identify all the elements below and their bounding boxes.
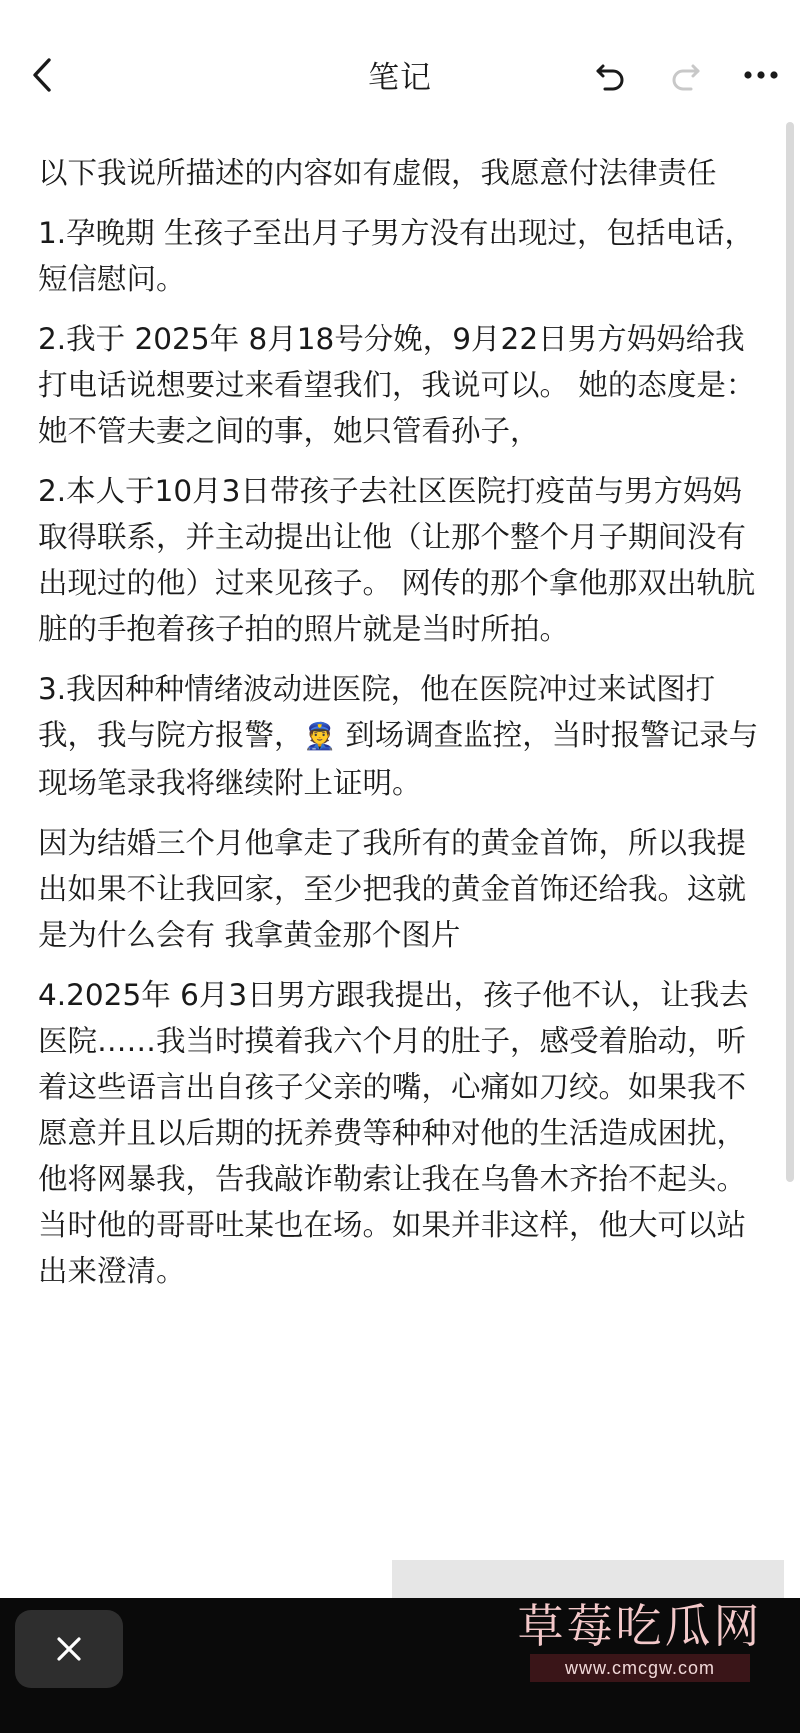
note-paragraph: 1.孕晚期 生孩子至出月子男方没有出现过，包括电话，短信慰问。 [38, 216, 755, 296]
scrollbar[interactable] [786, 122, 794, 1182]
redo-icon [668, 58, 702, 92]
page-title: 笔记 [368, 60, 432, 96]
watermark-brand: 草莓吃瓜网 [517, 1599, 763, 1653]
redo-button[interactable] [662, 52, 708, 98]
undo-button[interactable] [588, 52, 634, 98]
close-button[interactable] [15, 1610, 123, 1688]
close-icon [55, 1635, 83, 1663]
note-paragraph: 以下我说所描述的内容如有虚假，我愿意付法律责任 [38, 156, 717, 190]
note-paragraph: 2.本人于10月3日带孩子去社区医院打疫苗与男方妈妈取得联系，并主动提出让他（让那个整个月子期间没有出现过的他）过来见孩子。 网传的那个拿他那双出轨肮脏的手抱着孩子拍的照片就是当时所拍。 [38, 474, 756, 646]
note-paragraph [38, 666, 770, 806]
overlay-strip [392, 1560, 784, 1600]
police-officer-emoji: 👮 [303, 722, 336, 752]
note-content[interactable] [38, 150, 770, 1308]
note-text: 3.我因种种情绪波动进医院，他在医院冲过来试图打我，我与院方报警， [38, 672, 716, 752]
note-paragraph: 2.我于 2025年 8月18号分娩，9月22日男方妈妈给我打电话说想要过来看望我们，我说可以。 她的态度是：她不管夫妻之间的事，她只管看孙子， [38, 322, 756, 448]
note-paragraph: 4.2025年 6月3日男方跟我提出，孩子他不认，让我去医院……我当时摸着我六个月的肚子，感受着胎动，听着这些语言出自孩子父亲的嘴，心痛如刀绞。如果我不愿意并且以后期的抚养费等种种对他的生活造成困扰，他将网暴我，告我敲诈勒索让我在乌鲁木齐抬不起头。当时他的哥哥吐某也在场。如果并非这样，他大可以站出来澄清。 [38, 978, 749, 1288]
top-bar [0, 0, 800, 150]
watermark-url: www.cmcgw.com [530, 1654, 750, 1682]
more-horizontal-icon [743, 70, 779, 80]
note-text: 到场调查监控，当时报警记录与现场笔录我将继续附上证明。 [38, 718, 759, 800]
more-button[interactable] [738, 52, 784, 98]
undo-icon [594, 58, 628, 92]
note-paragraph: 因为结婚三个月他拿走了我所有的黄金首饰，所以我提出如果不让我回家，至少把我的黄金首饰还给我。这就是为什么会有 我拿黄金那个图片 [38, 826, 747, 952]
